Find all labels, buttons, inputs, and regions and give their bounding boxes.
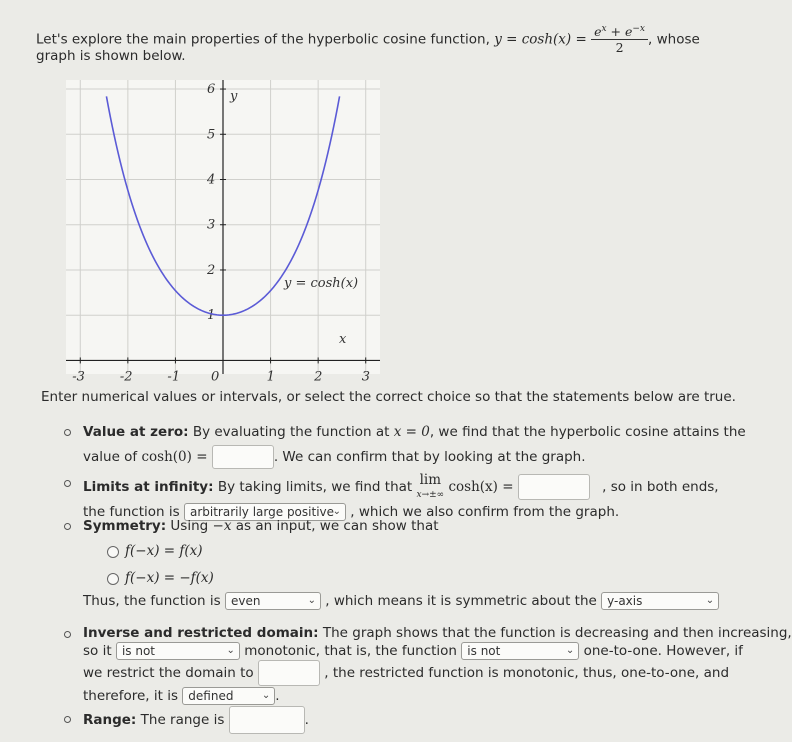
inverse-line-2: so it is not ⌄ monotonic, that is, the function is not ⌄ one-to-one. However, if [83,643,743,659]
cosh-zero-input[interactable] [212,445,274,469]
limit-input[interactable] [518,474,590,500]
x-tick-label: -3 [72,369,85,385]
zero-title: Value at zero: [83,424,189,440]
instructions: Enter numerical values or intervals, or select the correct choice so that the statements below are true. [41,389,736,405]
symmetry-option-odd-label[interactable]: f(−x) = −f(x) [125,570,214,586]
restricted-domain-input[interactable] [258,660,320,686]
symmetry-title: Symmetry: [83,518,167,534]
zero-line-2: value of cosh(0) = . We can confirm that by looking at the graph. [83,445,586,469]
range-title: Range: [83,712,137,728]
invertibility-select[interactable]: defined ⌄ [182,687,275,705]
bullet-icon [64,429,71,436]
range-line: Range: The range is . [83,706,309,734]
intro-line-1: Let's explore the main properties of the hyperbolic cosine function, y = cosh(x) = $\frac{e^x + e^{-x}}{2}$ , whose [36,24,700,56]
zero-line-1: Value at zero: By evaluating the function at x = 0, we find that the hyperbolic cosine attains the [83,424,746,440]
x-tick-label: 2 [314,369,323,385]
range-input[interactable] [229,706,305,734]
limits-line-2: the function is arbitrarily large positive ⌄ , which we also confirm from the graph. [83,504,620,520]
cosh-fraction: $\frac{e^x + e^{-x}}{2}$ [591,24,648,55]
cosh-definition: y = cosh(x) = [494,31,587,48]
inverse-line-3: we restrict the domain to , the restricted function is monotonic, thus, one-to-one, and [83,660,729,686]
y-tick-label: 6 [207,82,216,98]
parity-select[interactable]: even ⌄ [225,592,321,610]
x-tick-label: 1 [266,369,275,385]
one-to-one-select[interactable]: is not ⌄ [461,642,579,660]
intro-line-2: graph is shown below. [36,48,186,64]
inverse-line-4: therefore, it is defined ⌄ . [83,688,280,704]
symmetry-option-even-label[interactable]: f(−x) = f(x) [125,543,203,559]
limit-behavior-select[interactable]: arbitrarily large positive ⌄ [184,503,346,521]
cosh-graph [66,80,380,385]
limits-line-1: Limits at infinity: By taking limits, we find that lim x→±∞ cosh(x) = , so in both ends, [83,472,719,500]
chevron-down-icon: ⌄ [565,645,575,656]
x-axis-label: x [339,332,347,347]
x-tick-label: -2 [119,369,133,385]
x-tick-label: -1 [167,369,181,385]
y-tick-label: 4 [207,172,216,188]
inverse-line-1: Inverse and restricted domain: The graph shows that the function is decreasing and then increasing, [83,625,792,641]
y-tick-label: 2 [207,262,216,278]
symmetry-option-even-radio[interactable] [107,546,119,558]
bullet-icon [64,480,71,487]
monotonic-select[interactable]: is not ⌄ [116,642,240,660]
chevron-down-icon: ⌄ [261,690,271,701]
x-tick-label: 0 [211,369,220,385]
y-tick-label: 3 [207,217,216,233]
inverse-title: Inverse and restricted domain: [83,625,319,641]
x-tick-label: 3 [361,369,371,385]
y-tick-label: 5 [207,127,216,143]
symmetry-line-2: Thus, the function is even ⌄ , which means it is symmetric about the y-axis ⌄ [83,592,719,610]
bullet-icon [64,716,71,723]
chevron-down-icon: ⌄ [226,645,235,656]
y-axis-label: y [230,89,238,104]
chevron-down-icon: ⌄ [332,506,341,517]
curve-label: y = cosh(x) [284,276,359,291]
limit-operator: lim x→±∞ [416,472,445,500]
limits-title: Limits at infinity: [83,479,214,495]
symmetry-option-odd-radio[interactable] [107,573,119,585]
y-tick-label: 1 [207,308,216,324]
bullet-icon [64,631,71,638]
bullet-icon [64,523,71,530]
symmetry-axis-select[interactable]: y-axis ⌄ [601,592,719,610]
symmetry-line-1: Symmetry: Using −x as an input, we can show that [83,518,439,534]
chevron-down-icon: ⌄ [307,595,316,606]
chevron-down-icon: ⌄ [705,595,715,606]
